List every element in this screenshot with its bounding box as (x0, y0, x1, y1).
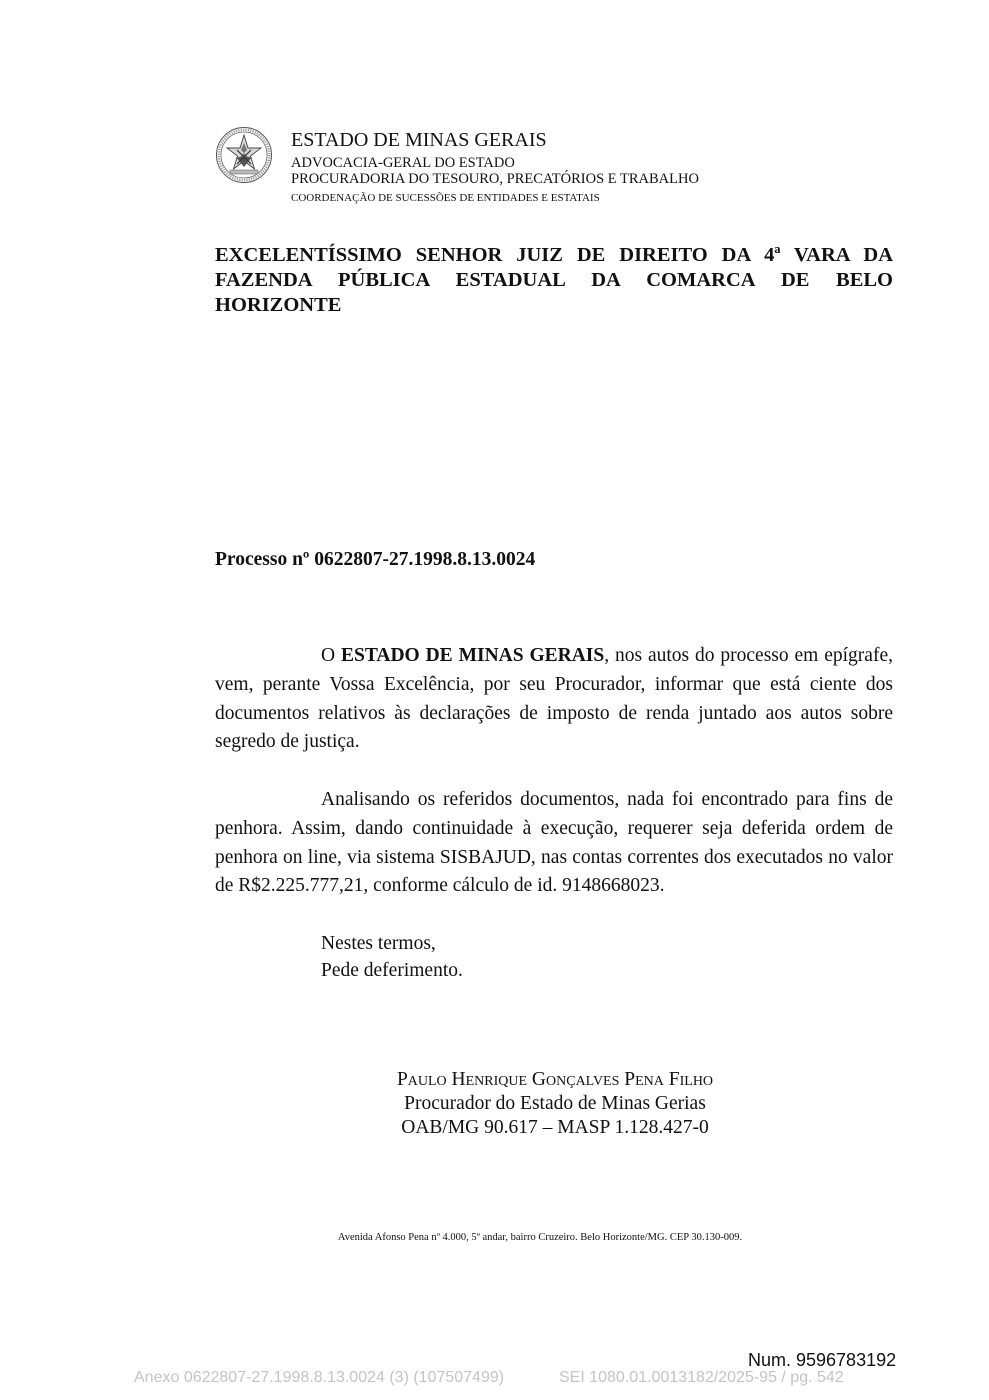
letterhead-agency: ADVOCACIA-GERAL DO ESTADO (291, 155, 515, 171)
letterhead (291, 129, 699, 206)
document-number: Num. 9596783192 (748, 1350, 897, 1370)
paragraph-1 (215, 642, 893, 757)
letterhead-department: PROCURADORIA DO TESOURO, PRECATÓRIOS E TRABALHO (291, 171, 699, 187)
letterhead-coordination: COORDENAÇÃO DE SUCESSÕES DE ENTIDADES E ESTATAIS (291, 192, 600, 204)
sei-reference: SEI 1080.01.0013182/2025-95 / pg. 542 (559, 1369, 844, 1386)
coat-of-arms-seal-icon (215, 126, 273, 184)
paragraph-1-prefix: O (321, 645, 341, 666)
signer-name: Paulo Henrique Gonçalves Pena Filho (396, 1069, 714, 1090)
signer-role: Procurador do Estado de Minas Gerias (404, 1093, 706, 1114)
addressee: EXCELENTÍSSIMO SENHOR JUIZ DE DIREITO DA 4ª VARA DA FAZENDA PÚBLICA ESTADUAL DA COMARCA DE BELO HORIZONTE (215, 244, 893, 316)
closing (321, 930, 463, 984)
closing-line-2: Pede deferimento. (321, 960, 463, 981)
closing-line-1: Nestes termos, (321, 933, 436, 954)
paragraph-1-text: , nos autos do processo em epígrafe, vem, perante Vossa Excelência, por seu Procurador, informar que está ciente dos documentos relativos às declarações de imposto de renda juntado aos autos sobre segredo de justiça. (215, 645, 893, 753)
letterhead-state: ESTADO DE MINAS GERAIS (291, 129, 547, 151)
signature-block (330, 1068, 780, 1140)
footer-address: Avenida Afonso Pena nº 4.000, 5º andar, bairro Cruzeiro. Belo Horizonte/MG. CEP 30.130-009. (337, 1232, 743, 1243)
annex-reference: Anexo 0622807-27.1998.8.13.0024 (3) (107507499) (134, 1369, 505, 1386)
signer-ids: OAB/MG 90.617 – MASP 1.128.427-0 (401, 1117, 709, 1138)
paragraph-2: Analisando os referidos documentos, nada foi encontrado para fins de penhora. Assim, dando continuidade à execução, requerer seja deferida ordem de penhora on line, via sistema SISBAJUD, nas contas correntes dos executados no valor de R$2.225.777,21, conforme cálculo de id. 9148668023. (215, 789, 893, 897)
paragraph-1-party: ESTADO DE MINAS GERAIS (340, 645, 605, 666)
process-number: Processo nº 0622807-27.1998.8.13.0024 (215, 549, 536, 570)
annex-stamp (134, 1368, 874, 1388)
